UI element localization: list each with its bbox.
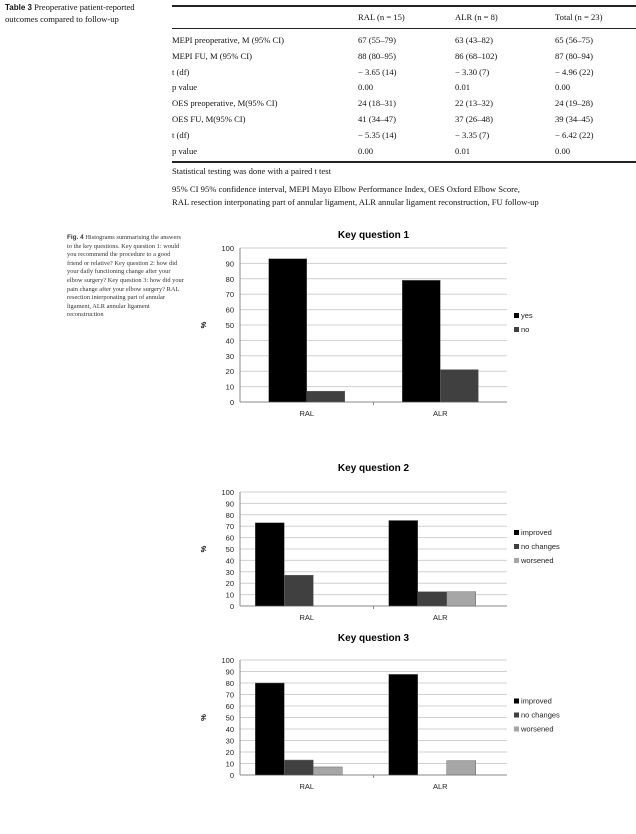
table-header-cell: ALR (n = 8): [455, 12, 498, 22]
y-tick-label: 40: [225, 556, 234, 566]
table-cell: 0.00: [555, 145, 571, 156]
bar-yes: [269, 259, 307, 402]
table-header-cell: Total (n = 23): [555, 12, 603, 22]
bar-no-changes: [284, 760, 313, 775]
table-row-label: MEPI FU, M (95% CI): [172, 50, 252, 61]
y-tick-label: 30: [225, 736, 234, 746]
y-tick-label: 10: [225, 590, 234, 600]
table-cell: 67 (55–79): [358, 35, 396, 45]
chart-key-question-1: [200, 225, 620, 425]
table-cell: 87 (80–94): [555, 50, 593, 61]
table-footnote-abbrev-1: 95% CI 95% confidence interval, MEPI Mayo Elbow Performance Index, OES Oxford Elbow Score,: [172, 184, 520, 194]
legend-label: no changes: [521, 710, 560, 720]
bar-yes: [402, 280, 440, 402]
y-tick-label: 100: [221, 244, 234, 253]
table-cell: 88 (80–95): [358, 50, 396, 61]
y-tick-label: 80: [225, 510, 234, 520]
table-cell: 37 (26–48): [455, 114, 493, 124]
table-cell: − 5.35 (14): [358, 129, 397, 140]
y-axis-label: %: [199, 545, 208, 553]
table-caption-text: Preoperative patient-reported outcomes compared to follow-up: [5, 2, 135, 24]
y-tick-label: 100: [221, 488, 234, 497]
table-top-rule: [172, 5, 636, 7]
y-tick-label: 90: [225, 259, 234, 269]
table-cell: 22 (13–32): [455, 98, 493, 109]
y-tick-label: 10: [225, 759, 234, 769]
legend-label: yes: [521, 311, 533, 320]
legend-label: worsened: [521, 556, 554, 565]
table-row-label: t (df): [172, 129, 190, 140]
legend-swatch: [514, 530, 519, 535]
y-tick-label: 90: [225, 667, 234, 677]
table-cell: 0.00: [358, 145, 374, 156]
y-tick-label: 60: [225, 305, 234, 315]
legend-label: improved: [521, 696, 552, 706]
y-tick-label: 40: [225, 336, 234, 346]
table-cell: 0.00: [358, 82, 374, 93]
bar-no-changes: [284, 575, 313, 606]
legend-label: no: [521, 325, 530, 334]
bar-improved: [255, 523, 284, 606]
y-tick-label: 100: [221, 656, 234, 665]
bar-improved: [389, 674, 418, 775]
table-row-label: OES FU, M(95% CI): [172, 114, 246, 124]
legend-swatch: [514, 727, 519, 732]
table-row-label: p value: [172, 82, 198, 93]
y-tick-label: 80: [225, 274, 234, 284]
table-cell: 24 (19–28): [555, 98, 593, 109]
figure-caption-text: Histograms summarising the answers to the key questions. Key question 1: would you recommend the procedure to a good friend or relative? Key question 2: how did your daily functioning change after your elbow surgery? Key question 3: how did your pain change after your elbow surgery? RAL resection interponating part of annular ligament, ALR annular ligament reconstruction: [67, 234, 184, 319]
y-axis-label: %: [199, 321, 208, 329]
y-tick-label: 50: [225, 545, 234, 554]
table-cell: 24 (18–31): [358, 98, 396, 109]
table-cell: − 6.42 (22): [555, 129, 594, 140]
y-tick-label: 20: [225, 367, 234, 377]
y-tick-label: 50: [225, 321, 234, 330]
table-header-cell: RAL (n = 15): [358, 12, 405, 22]
x-tick-label: RAL: [299, 409, 315, 418]
y-tick-label: 10: [225, 382, 234, 392]
legend-label: no changes: [521, 542, 560, 551]
y-tick-label: 90: [225, 499, 234, 509]
figure-label: Fig. 4: [67, 234, 84, 241]
legend-swatch: [514, 327, 519, 332]
table-cell: 0.00: [555, 82, 571, 93]
bar-no: [307, 391, 345, 402]
x-tick-label: ALR: [432, 613, 448, 622]
legend-swatch: [514, 558, 519, 563]
bar-worsened: [313, 767, 342, 775]
table-cell: 41 (34–47): [358, 114, 396, 124]
y-tick-label: 20: [225, 579, 234, 589]
y-tick-label: 70: [225, 290, 234, 300]
legend-label: worsened: [521, 724, 554, 734]
y-tick-label: 40: [225, 725, 234, 734]
table-cell: − 3.35 (7): [455, 129, 490, 140]
y-tick-label: 0: [229, 602, 234, 611]
table-cell: − 4.96 (22): [555, 66, 594, 77]
legend-swatch: [514, 713, 519, 718]
y-tick-label: 0: [229, 771, 234, 780]
chart-key-question-3: [200, 630, 620, 805]
bar-improved: [255, 683, 284, 775]
x-tick-label: RAL: [299, 782, 315, 791]
table-cell: − 3.30 (7): [455, 66, 490, 77]
y-tick-label: 30: [225, 567, 234, 577]
bar-worsened: [447, 592, 476, 606]
table-cell: − 3.65 (14): [358, 66, 397, 77]
figure-caption: [67, 234, 185, 320]
legend-swatch: [514, 544, 519, 549]
table-cell: 63 (43–82): [455, 35, 493, 45]
chart-title: Key question 2: [337, 463, 410, 474]
y-tick-label: 70: [225, 522, 234, 532]
bar-no: [440, 370, 478, 402]
table-cell: 0.01: [455, 145, 471, 156]
y-tick-label: 70: [225, 690, 234, 700]
table-caption: [5, 2, 165, 24]
y-tick-label: 0: [229, 398, 234, 407]
bar-improved: [389, 521, 418, 607]
y-tick-label: 60: [225, 533, 234, 543]
chart-key-question-2: [200, 460, 620, 630]
table-footnote-test: Statistical testing was done with a paired t test: [172, 166, 331, 176]
table-label: Table 3: [5, 3, 32, 12]
x-tick-label: RAL: [299, 613, 315, 622]
table-header-rule: [172, 28, 636, 29]
legend-label: improved: [521, 528, 552, 537]
y-tick-label: 80: [225, 679, 234, 688]
table-cell: 65 (56–75): [555, 35, 593, 45]
y-axis-label: %: [199, 714, 208, 721]
y-tick-label: 20: [225, 748, 234, 757]
y-tick-label: 50: [225, 713, 234, 723]
chart-title: Key question 3: [337, 633, 410, 644]
table-row-label: MEPI preoperative, M (95% CI): [172, 35, 284, 45]
table-cell: 0.01: [455, 82, 471, 93]
legend-swatch: [514, 699, 519, 704]
table-bottom-rule: [172, 161, 636, 163]
chart-title: Key question 1: [337, 230, 410, 241]
x-tick-label: ALR: [432, 409, 448, 418]
table-footnote-abbrev-2: RAL resection interponating part of annular ligament, ALR annular ligament reconstruction, FU follow-up: [172, 197, 539, 207]
x-tick-label: ALR: [432, 782, 448, 791]
table-row-label: p value: [172, 145, 198, 156]
bar-no-changes: [418, 592, 447, 606]
y-tick-label: 30: [225, 351, 234, 361]
y-tick-label: 60: [225, 702, 234, 711]
table-cell: 86 (68–102): [455, 50, 498, 61]
bar-worsened: [447, 761, 476, 775]
table-cell: 39 (34–45): [555, 114, 593, 124]
legend-swatch: [514, 313, 519, 318]
table-row-label: t (df): [172, 66, 190, 77]
table-row-label: OES preoperative, M(95% CI): [172, 98, 278, 109]
